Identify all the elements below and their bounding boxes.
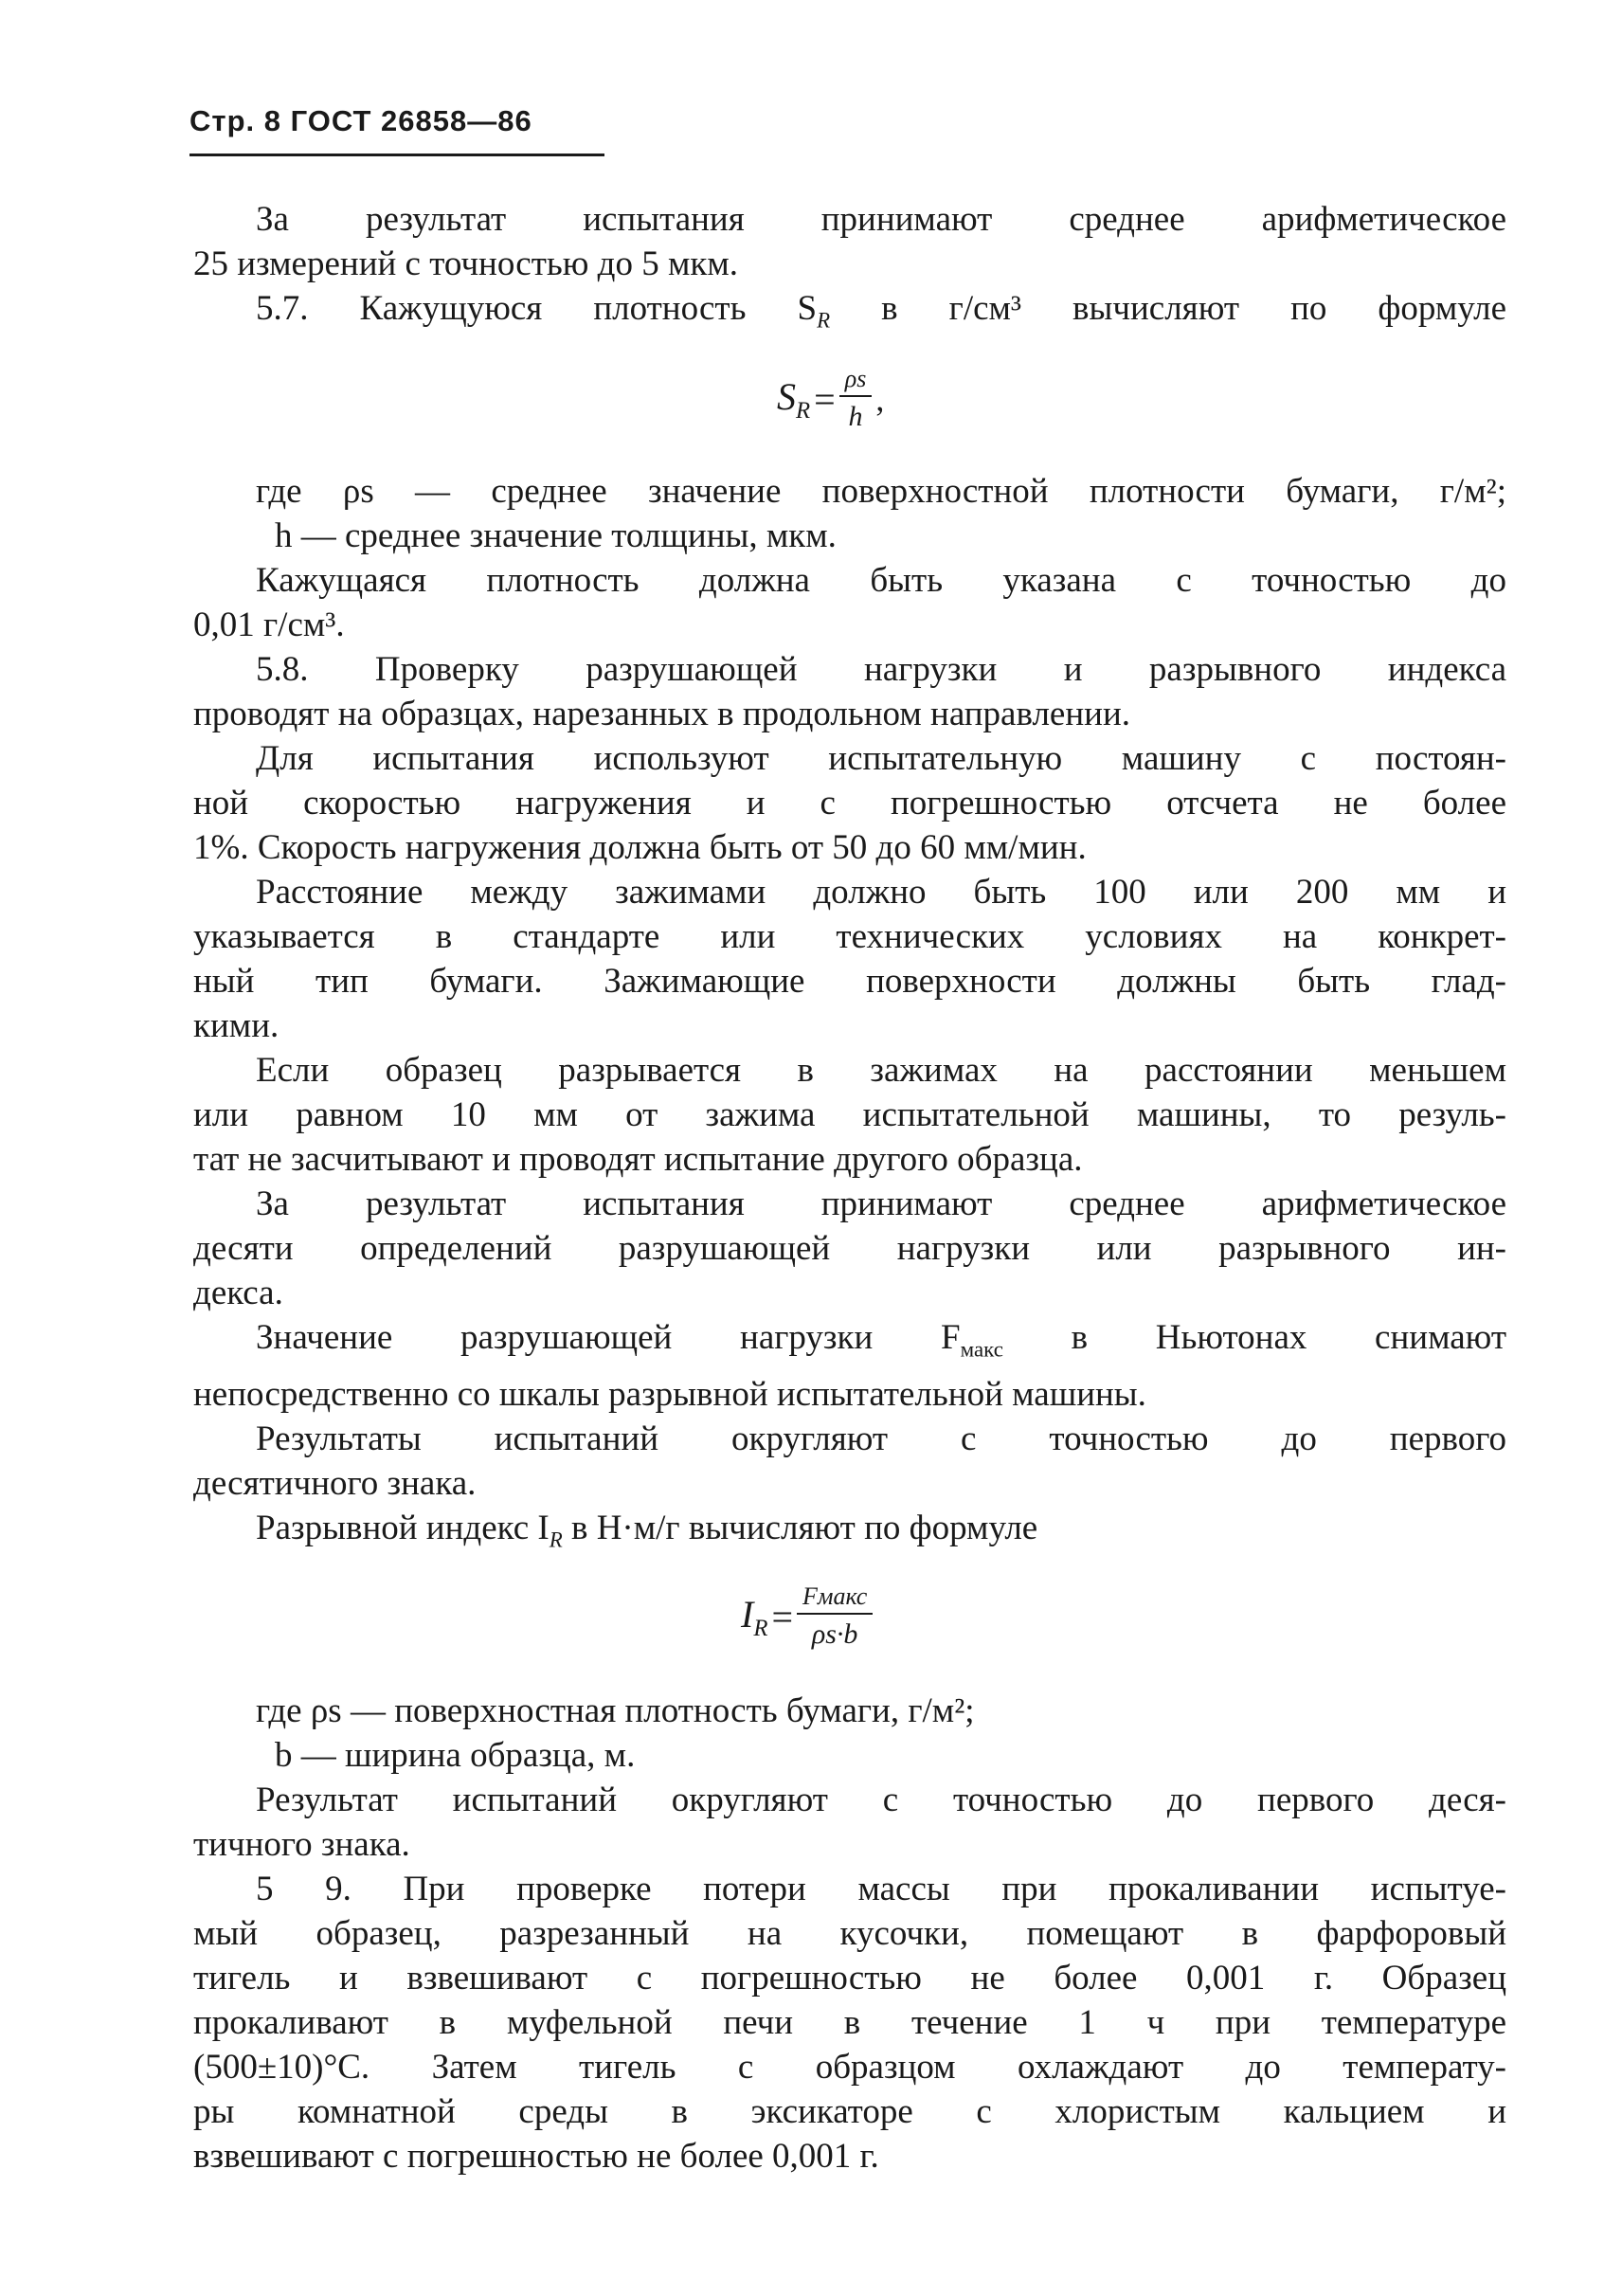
paragraph — [193, 1048, 1506, 1182]
text-line: проводят на образцах, нарезанных в продольном направлении. — [193, 695, 1130, 734]
text-line: Результаты испытаний округляют с точностью до первого — [256, 1419, 1506, 1458]
text-line: 1%. Скорость нагружения должна быть от 50 до 60 мм/мин. — [193, 828, 1087, 868]
paragraph — [193, 197, 1506, 286]
text-line: где ρs — среднее значение поверхностной плотности бумаги, г/м²; — [256, 472, 1506, 512]
text-line: Результат испытаний округляют с точностью до первого деся- — [256, 1781, 1506, 1820]
text-line: взвешивают с погрешностью не более 0,001 г. — [193, 2137, 879, 2177]
text-line: Кажущаяся плотность должна быть указана с точностью до — [256, 561, 1506, 601]
text-line: За результат испытания принимают среднее арифметическое — [256, 1184, 1506, 1224]
header-rule — [189, 154, 604, 156]
text-line: тичного знака. — [193, 1825, 410, 1865]
formula-breaking-index: $I_R$ = $\frac{\text{Fмакс}}{\rho s\cdot b}$ — [256, 1567, 1506, 1679]
paragraph — [193, 1182, 1506, 1315]
text-line: десятичного знака. — [193, 1463, 477, 1503]
text-line: Разрывной индекс $I_R$ в Н·м/г вычисляют по формуле — [256, 1508, 1038, 1552]
page-header: Стр. 8 ГОСТ 26858—86 — [189, 104, 532, 137]
document-body — [193, 197, 1506, 2178]
text-line: Значение разрушающей нагрузки $F_{макс}$ в Ньютонах снимают — [256, 1318, 1506, 1362]
paragraph — [256, 286, 1506, 342]
text-line: 0,01 г/см³. — [193, 606, 345, 645]
text-line: прокаливают в муфельной печи в течение 1 ч при температуре — [193, 2003, 1506, 2043]
text-line: Расстояние между зажимами должно быть 100 или 200 мм и — [256, 873, 1506, 913]
formula-apparent-density: $S_R$ = $\frac{\rho s}{h}$ , — [777, 365, 885, 433]
fraction-numerator: Fмакс — [797, 1582, 873, 1615]
text-line: кими. — [193, 1006, 279, 1046]
paragraph — [193, 1417, 1506, 1506]
formula-definitions — [256, 469, 1506, 514]
text-line: Для испытания используют испытательную машину с постоян- — [256, 739, 1506, 779]
text-line: указывается в стандарте или технических условиях на конкрет- — [193, 917, 1506, 957]
text-line: 5.7. Кажущуюся плотность $S_R$ в г/см³ вычисляют по формуле — [256, 289, 1506, 333]
paragraph — [193, 736, 1506, 870]
formula-definitions — [275, 514, 1506, 558]
text-line: мый образец, разрезанный на кусочки, помещают в фарфоровый — [193, 1914, 1506, 1954]
paragraph — [193, 558, 1506, 647]
text-line: 5 9. При проверке потери массы при прокаливании испытуе- — [256, 1870, 1506, 1909]
text-line: тат не засчитывают и проводят испытание другого образца. — [193, 1140, 1083, 1180]
paragraph — [193, 647, 1506, 736]
text-line: За результат испытания принимают среднее арифметическое — [256, 200, 1506, 239]
text-line: 25 измерений с точностью до 5 мкм. — [193, 244, 739, 283]
text-line: или равном 10 мм от зажима испытательной машины, то резуль- — [193, 1095, 1506, 1135]
paragraph — [193, 1867, 1506, 2178]
paragraph — [256, 1506, 1506, 1562]
text-line: где ρs — поверхностная плотность бумаги, г/м²; — [256, 1691, 975, 1731]
text-line: ры комнатной среды в эксикаторе с хлористым кальцием и — [193, 2092, 1506, 2132]
text-line: (500±10)°С. Затем тигель с образцом охлаждают до температу- — [193, 2048, 1506, 2088]
formula-definitions — [256, 1689, 1506, 1733]
text-line: 5.8. Проверку разрушающей нагрузки и разрывного индекса — [256, 650, 1506, 690]
paragraph — [193, 1315, 1506, 1416]
text-line: h — среднее значение толщины, мкм. — [275, 516, 837, 556]
formula-definitions — [275, 1733, 1506, 1778]
text-line: декса. — [193, 1274, 283, 1313]
text-line: b — ширина образца, м. — [275, 1736, 636, 1776]
text-line: Если образец разрывается в зажимах на расстоянии меньшем — [256, 1051, 1506, 1091]
fraction-numerator: ρs — [839, 365, 873, 397]
fraction-denominator: ρs·b — [811, 1618, 858, 1651]
text-line: ный тип бумаги. Зажимающие поверхности должны быть глад- — [193, 962, 1506, 1002]
text-line: непосредственно со шкалы разрывной испытательной машины. — [193, 1374, 1146, 1414]
fraction-denominator: h — [848, 401, 863, 433]
paragraph — [193, 1778, 1506, 1867]
paragraph — [193, 870, 1506, 1048]
text-line: тигель и взвешивают с погрешностью не более 0,001 г. Образец — [193, 1959, 1506, 1998]
text-line: десяти определений разрушающей нагрузки или разрывного ин- — [193, 1229, 1506, 1269]
text-line: ной скоростью нагружения и с погрешностью отсчета не более — [193, 784, 1506, 823]
